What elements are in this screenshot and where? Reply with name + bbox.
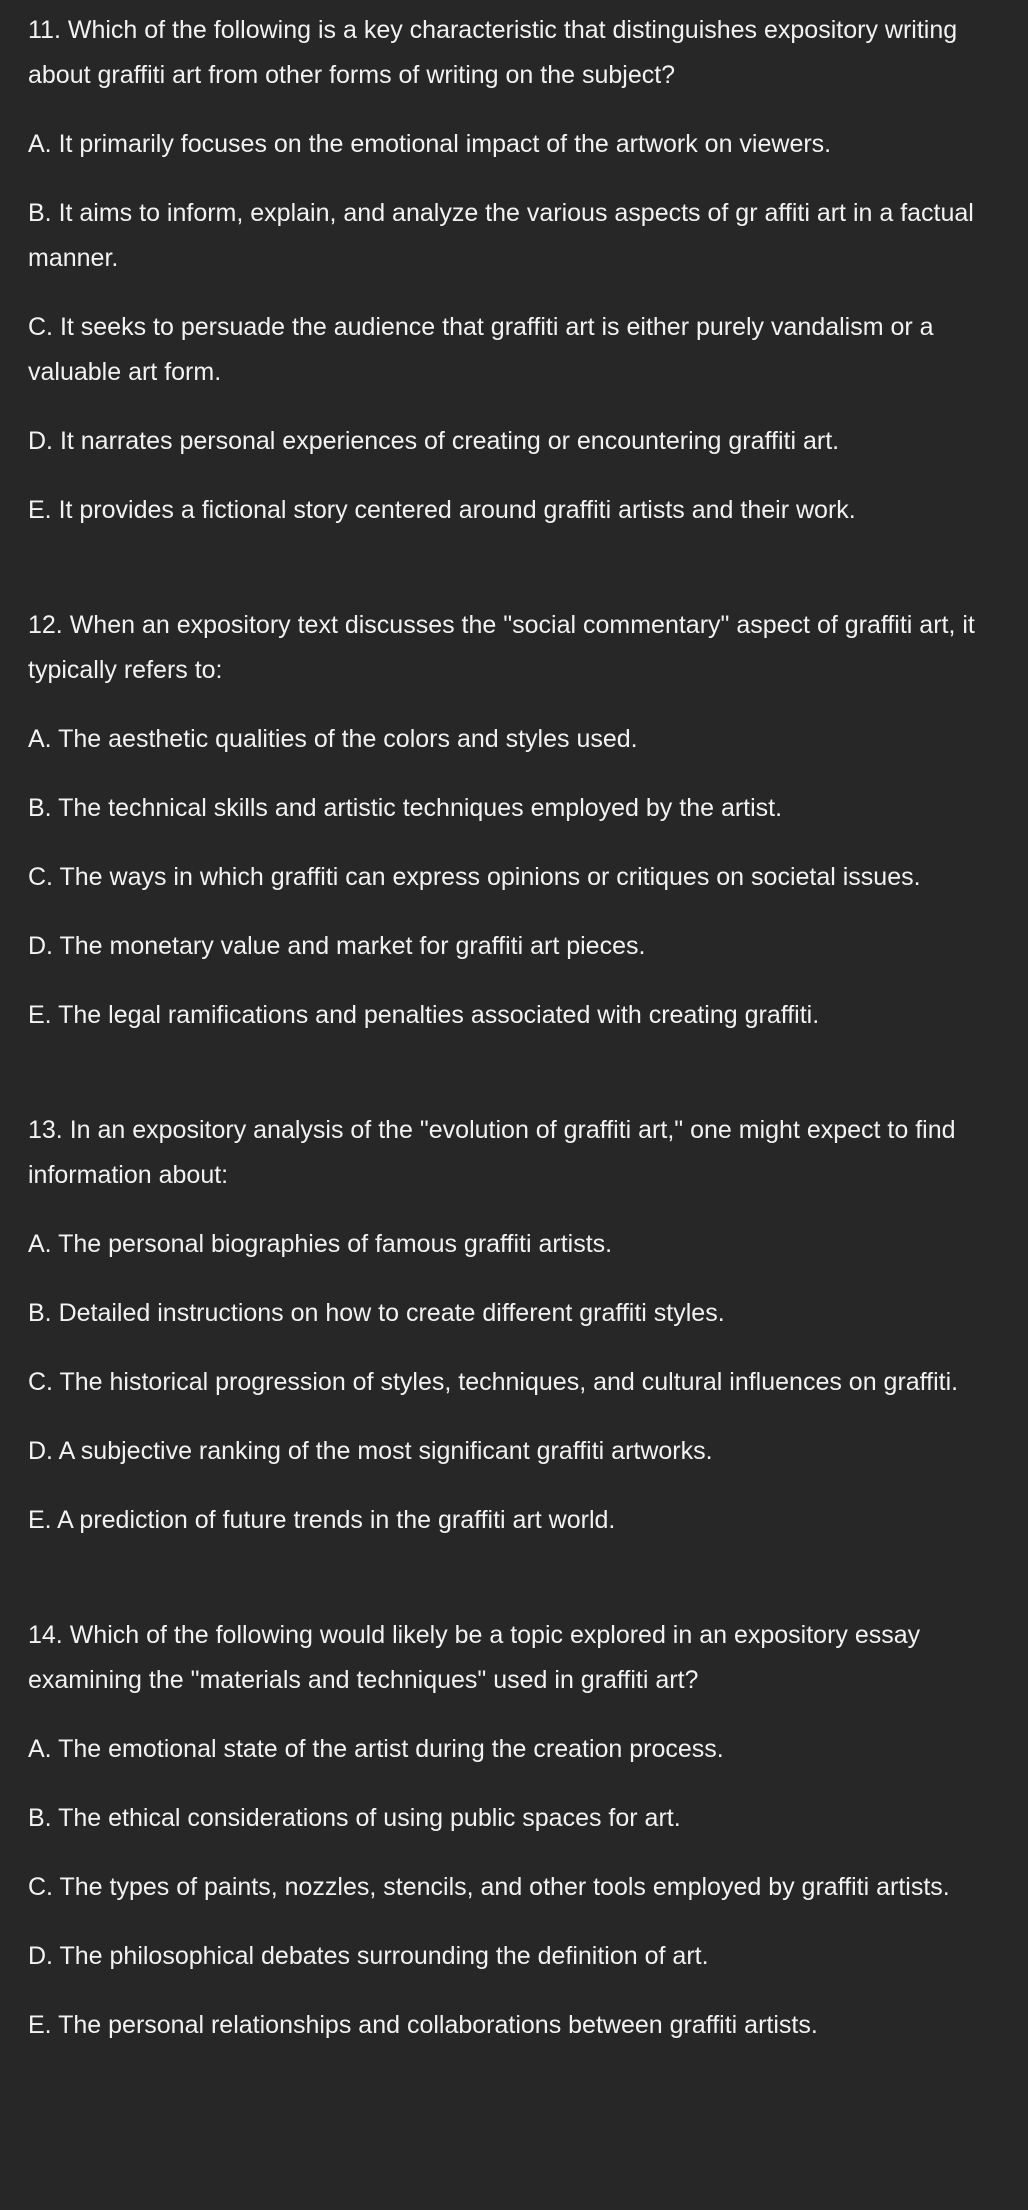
option-b[interactable]: B. The ethical considerations of using public spaces for art. (28, 1804, 681, 1832)
question-text: 11. Which of the following is a key characteristic that distinguishes expository writing about graffiti art from other forms of writing on the subject? (28, 16, 958, 89)
option-e[interactable]: E. The legal ramifications and penalties associated with creating graffiti. (28, 1001, 820, 1029)
option-a[interactable]: A. The emotional state of the artist during the creation process. (28, 1735, 724, 1763)
option-e[interactable]: E. The personal relationships and collaborations between graffiti artists. (28, 2011, 818, 2039)
option-b[interactable]: B. It aims to inform, explain, and analyze the various aspects of gr affiti art in a factual manner. (28, 199, 974, 272)
option-e[interactable]: E. It provides a fictional story centered around graffiti artists and their work. (28, 496, 856, 524)
option-d[interactable]: D. A subjective ranking of the most significant graffiti artworks. (28, 1437, 713, 1465)
option-c[interactable]: C. It seeks to persuade the audience that graffiti art is either purely vandalism or a valuable art form. (28, 313, 934, 386)
question-text: 12. When an expository text discusses the "social commentary" aspect of graffiti art, it typically refers to: (28, 611, 975, 684)
option-d[interactable]: D. The monetary value and market for graffiti art pieces. (28, 932, 646, 960)
option-b[interactable]: B. Detailed instructions on how to create different graffiti styles. (28, 1299, 725, 1327)
option-a[interactable]: A. It primarily focuses on the emotional impact of the artwork on viewers. (28, 130, 832, 158)
option-d[interactable]: D. The philosophical debates surrounding the definition of art. (28, 1942, 709, 1970)
option-a[interactable]: A. The personal biographies of famous graffiti artists. (28, 1230, 613, 1258)
option-a[interactable]: A. The aesthetic qualities of the colors and styles used. (28, 725, 638, 753)
option-d[interactable]: D. It narrates personal experiences of creating or encountering graffiti art. (28, 427, 840, 455)
question-12 (28, 603, 1000, 1038)
question-text: 13. In an expository analysis of the "evolution of graffiti art," one might expect to find information about: (28, 1116, 956, 1189)
option-b[interactable]: B. The technical skills and artistic techniques employed by the artist. (28, 794, 783, 822)
option-c[interactable]: C. The types of paints, nozzles, stencils, and other tools employed by graffiti artists. (28, 1873, 950, 1901)
question-text: 14. Which of the following would likely be a topic explored in an expository essay examining the "materials and techniques" used in graffiti art? (28, 1621, 921, 1694)
question-11 (28, 8, 1000, 533)
question-13 (28, 1108, 1000, 1543)
question-14 (28, 1613, 1000, 2048)
option-c[interactable]: C. The historical progression of styles, techniques, and cultural influences on graffiti. (28, 1368, 959, 1396)
option-c[interactable]: C. The ways in which graffiti can express opinions or critiques on societal issues. (28, 863, 921, 891)
option-e[interactable]: E. A prediction of future trends in the graffiti art world. (28, 1506, 616, 1534)
